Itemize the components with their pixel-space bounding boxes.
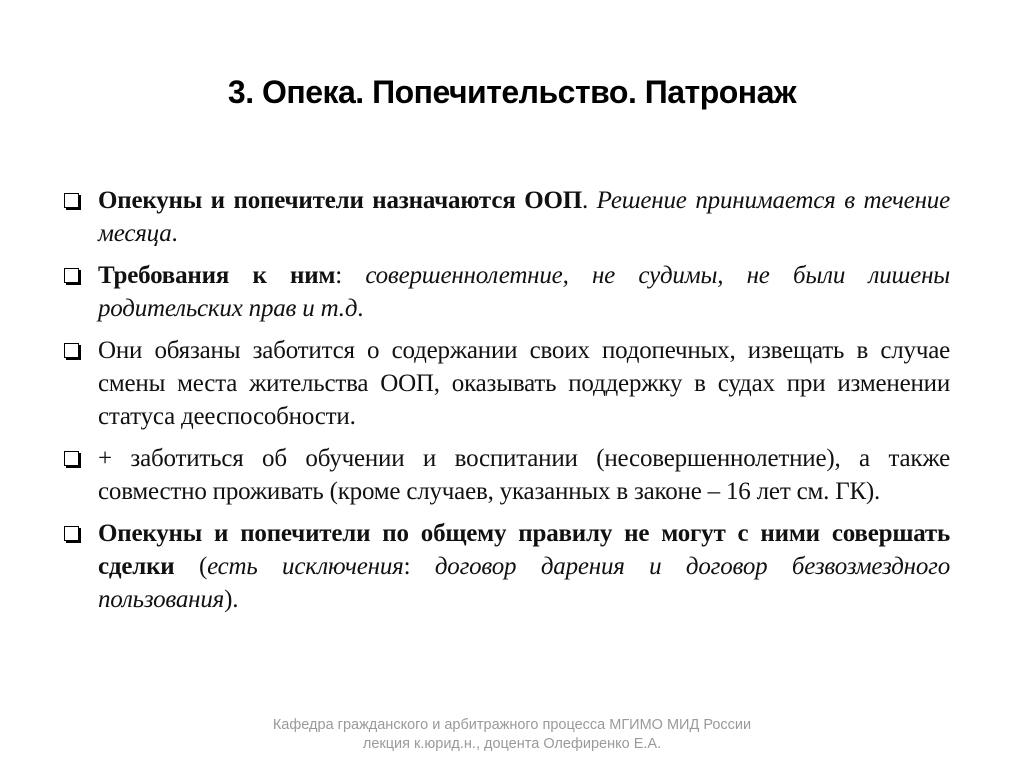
bullet-text-segment: : [403,553,435,580]
bullet-text-segment: ( [174,553,208,580]
bullet-text-segment: Решение принимается в течение месяца [98,187,950,247]
slide-title: 3. Опека. Попечительство. Патронаж [227,74,797,110]
bullet-item [62,334,950,433]
bullet-text-segment: ). [224,586,239,613]
bullet-item [62,517,950,616]
bullet-text-segment: Опекуны и попечители назначаются ООП [98,187,582,214]
footer-line-1: Кафедра гражданского и арбитражного процесса МГИМО МИД России [272,717,752,733]
checkbox-bullet-icon [64,268,79,283]
bullet-item [62,442,950,508]
bullet-item [62,259,950,325]
slide-footer [0,716,1024,754]
footer-line-2: лекция к.юрид.н., доцента Олефиренко Е.А. [362,736,662,752]
bullet-text-segment: . [357,295,364,322]
bullet-item [62,184,950,250]
bullet-text-segment: есть исключения [207,553,404,580]
bullet-text-segment: договор дарения и договор безвозмездного пользования [98,553,950,613]
checkbox-bullet-icon [64,343,79,358]
checkbox-bullet-icon [64,193,79,208]
bullet-list [62,184,950,625]
bullet-text-segment: + заботиться об обучении и воспитании (несовершеннолетние), а также совместно проживать (кроме случаев, указанных в законе – 16 лет см. ГК). [98,445,950,505]
checkbox-bullet-icon [64,526,79,541]
bullet-text-segment: совершеннолетние, не судимы, не были лишены родительских прав и т.д [98,262,951,322]
bullet-text-segment: Опекуны и попечители по общему правилу не могут с ними совершать сделки [98,520,950,580]
bullet-text-segment: Требования к ним [98,262,336,289]
bullet-text-segment: . [581,187,597,214]
bullet-text-segment: : [335,262,366,289]
bullet-text-segment: Они обязаны заботится о содержании своих подопечных, извещать в случае смены места жительства ООП, оказывать поддержку в судах при изменении статуса дееспособности. [98,337,950,430]
checkbox-bullet-icon [64,451,79,466]
bullet-text-segment: . [171,220,178,247]
